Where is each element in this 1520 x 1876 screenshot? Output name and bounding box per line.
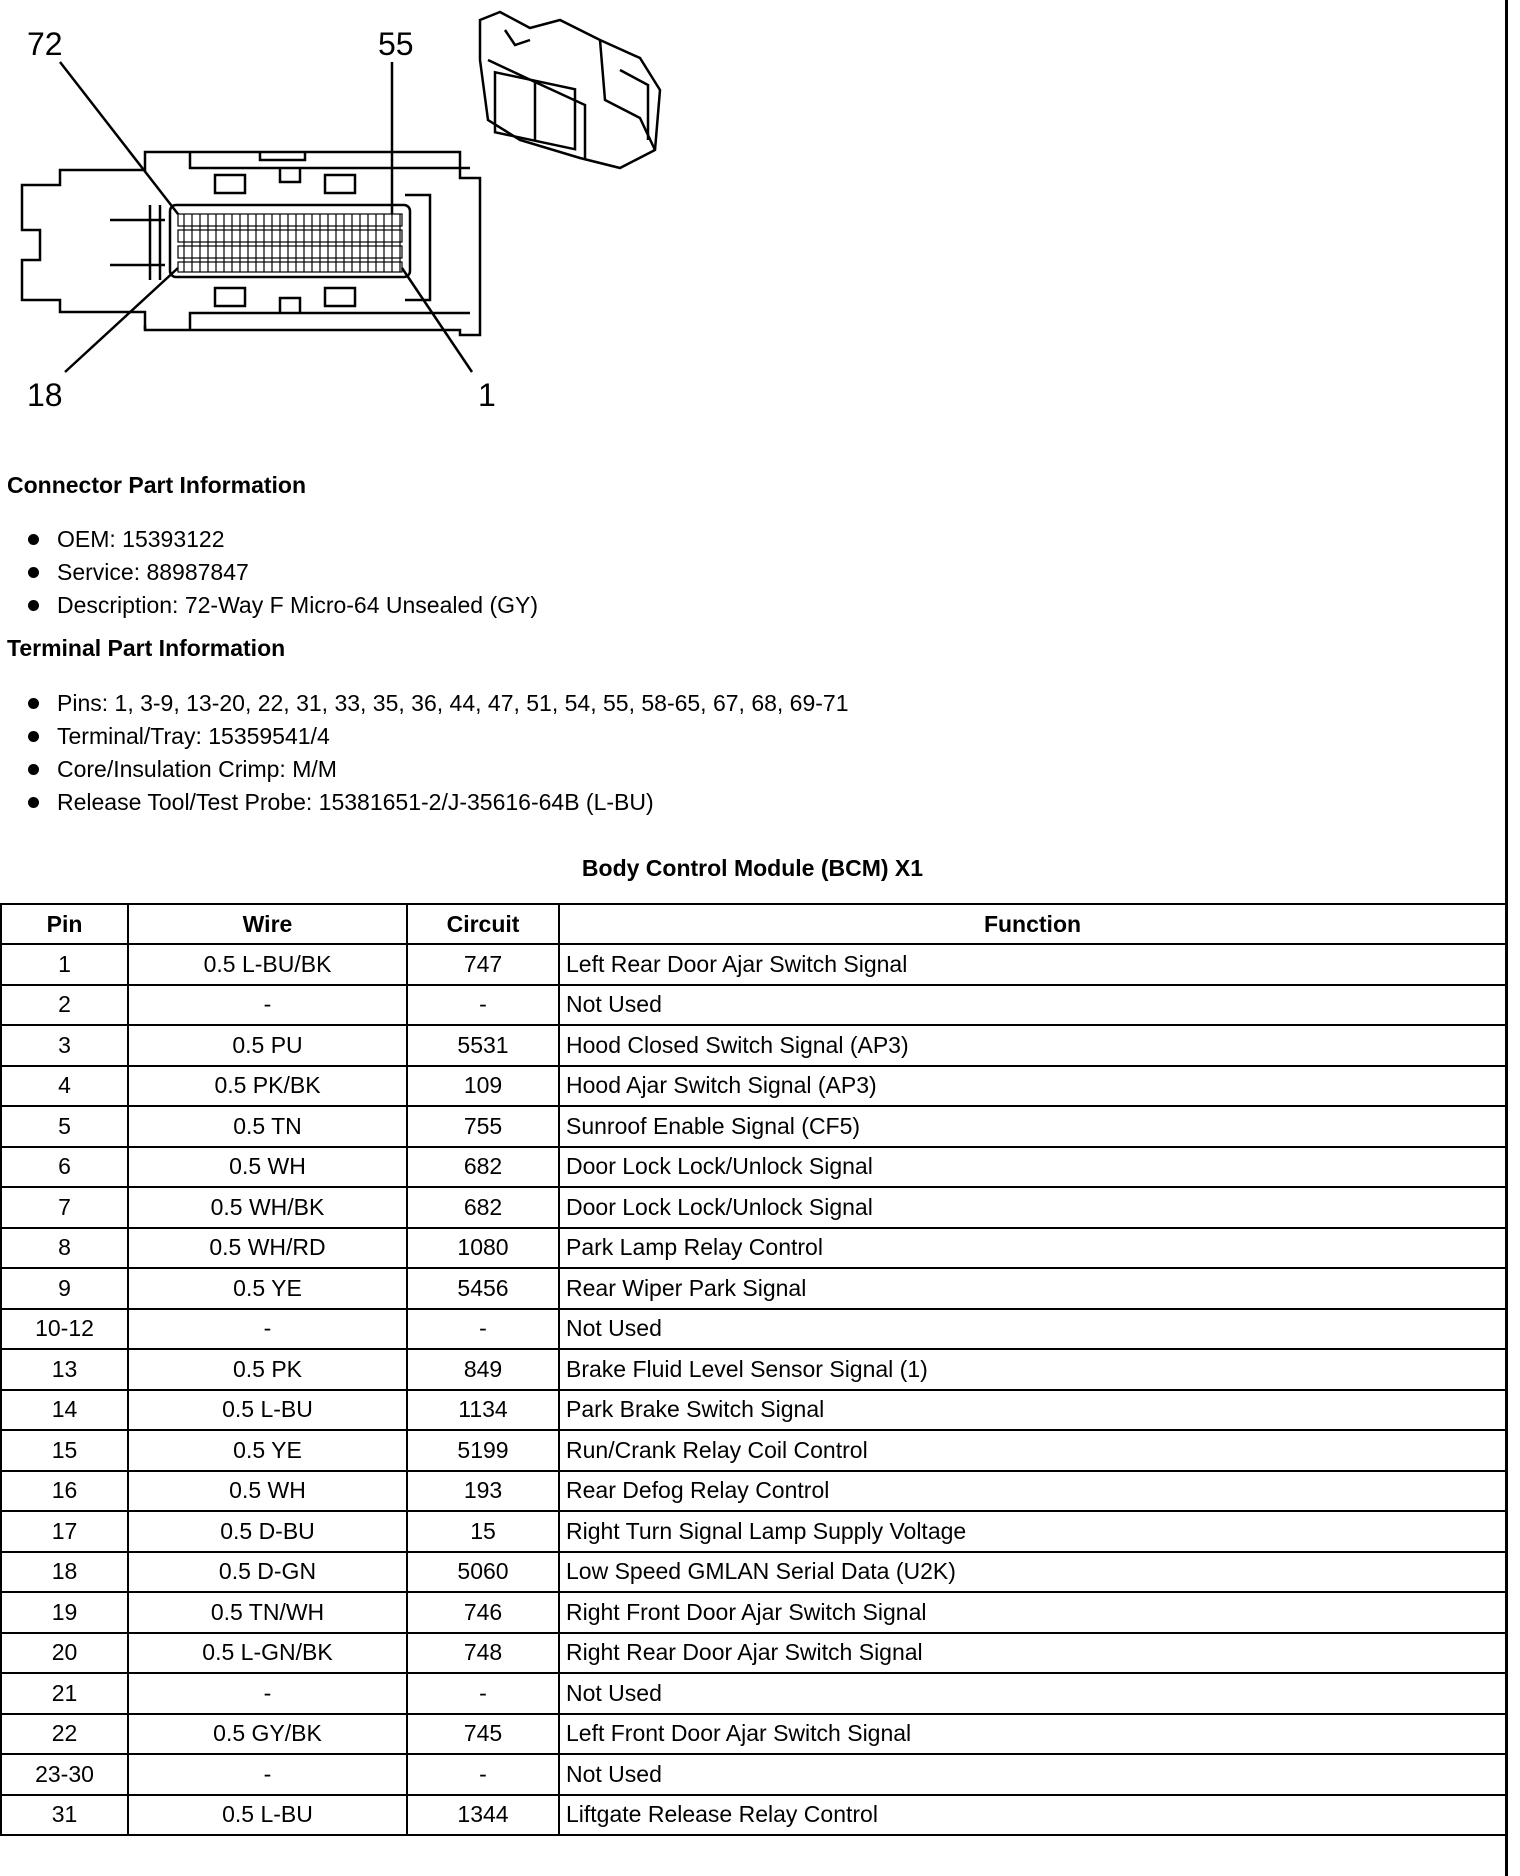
cell-function: Brake Fluid Level Sensor Signal (1) xyxy=(559,1349,1506,1390)
cell-circuit: - xyxy=(407,1673,559,1714)
terminal-info-title: Terminal Part Information xyxy=(7,635,286,661)
cell-function: Rear Wiper Park Signal xyxy=(559,1268,1506,1309)
cell-circuit: 747 xyxy=(407,944,559,985)
cell-wire: 0.5 GY/BK xyxy=(128,1714,407,1755)
table-row xyxy=(1,1066,1506,1107)
cell-pin: 22 xyxy=(1,1714,128,1755)
cell-wire: 0.5 D-BU xyxy=(128,1511,407,1552)
cell-pin: 13 xyxy=(1,1349,128,1390)
cell-circuit: 746 xyxy=(407,1592,559,1633)
table-row xyxy=(1,1268,1506,1309)
cell-function: Not Used xyxy=(559,985,1506,1026)
cell-wire: 0.5 D-GN xyxy=(128,1552,407,1593)
cell-wire: 0.5 PK xyxy=(128,1349,407,1390)
cell-function: Right Turn Signal Lamp Supply Voltage xyxy=(559,1511,1506,1552)
table-row xyxy=(1,1106,1506,1147)
cell-pin: 9 xyxy=(1,1268,128,1309)
cell-pin: 18 xyxy=(1,1552,128,1593)
cell-pin: 20 xyxy=(1,1633,128,1674)
cell-function: Liftgate Release Relay Control xyxy=(559,1795,1506,1836)
list-item: OEM: 15393122 xyxy=(22,523,538,556)
cell-pin: 15 xyxy=(1,1430,128,1471)
table-row xyxy=(1,1795,1506,1836)
cell-function: Sunroof Enable Signal (CF5) xyxy=(559,1106,1506,1147)
cell-function: Right Rear Door Ajar Switch Signal xyxy=(559,1633,1506,1674)
cell-circuit: - xyxy=(407,1309,559,1350)
cell-wire: 0.5 WH xyxy=(128,1147,407,1188)
table-row xyxy=(1,1471,1506,1512)
list-item: Pins: 1, 3-9, 13-20, 22, 31, 33, 35, 36, 44, 47, 51, 54, 55, 58-65, 67, 68, 69-71 xyxy=(22,687,849,720)
cell-circuit: 5531 xyxy=(407,1025,559,1066)
connector-diagram xyxy=(0,0,720,430)
cell-function: Not Used xyxy=(559,1754,1506,1795)
table-row xyxy=(1,1511,1506,1552)
list-item: Terminal/Tray: 15359541/4 xyxy=(22,720,849,753)
terminal-info-list xyxy=(22,687,849,819)
cell-wire: 0.5 PK/BK xyxy=(128,1066,407,1107)
cell-pin: 6 xyxy=(1,1147,128,1188)
column-header-circuit: Circuit xyxy=(407,904,559,944)
table-row xyxy=(1,985,1506,1026)
cell-circuit: 1134 xyxy=(407,1390,559,1431)
cell-pin: 5 xyxy=(1,1106,128,1147)
table-row xyxy=(1,1349,1506,1390)
cell-circuit: 745 xyxy=(407,1714,559,1755)
cell-pin: 2 xyxy=(1,985,128,1026)
cell-wire: - xyxy=(128,1673,407,1714)
table-row xyxy=(1,1187,1506,1228)
cell-circuit: - xyxy=(407,1754,559,1795)
cell-wire: - xyxy=(128,1754,407,1795)
pinout-table xyxy=(0,903,1507,1836)
list-item: Service: 88987847 xyxy=(22,556,538,589)
cell-function: Left Front Door Ajar Switch Signal xyxy=(559,1714,1506,1755)
table-row xyxy=(1,1714,1506,1755)
cell-circuit: 5456 xyxy=(407,1268,559,1309)
cell-function: Low Speed GMLAN Serial Data (U2K) xyxy=(559,1552,1506,1593)
connector-info-list xyxy=(22,523,538,622)
cell-circuit: 5060 xyxy=(407,1552,559,1593)
cell-function: Left Rear Door Ajar Switch Signal xyxy=(559,944,1506,985)
cell-function: Rear Defog Relay Control xyxy=(559,1471,1506,1512)
cell-circuit: 748 xyxy=(407,1633,559,1674)
cell-wire: 0.5 TN/WH xyxy=(128,1592,407,1633)
connector-drawing xyxy=(0,0,720,430)
cell-pin: 4 xyxy=(1,1066,128,1107)
list-item: Release Tool/Test Probe: 15381651-2/J-35616-64B (L-BU) xyxy=(22,786,849,819)
table-row xyxy=(1,1025,1506,1066)
pin-label-55: 55 xyxy=(378,26,414,62)
cell-wire: 0.5 WH/RD xyxy=(128,1228,407,1269)
cell-function: Right Front Door Ajar Switch Signal xyxy=(559,1592,1506,1633)
table-header-row xyxy=(1,904,1506,944)
cell-wire: 0.5 L-BU xyxy=(128,1795,407,1836)
column-header-wire: Wire xyxy=(128,904,407,944)
cell-pin: 17 xyxy=(1,1511,128,1552)
cell-wire: - xyxy=(128,1309,407,1350)
cell-circuit: 1344 xyxy=(407,1795,559,1836)
list-item: Core/Insulation Crimp: M/M xyxy=(22,753,849,786)
table-row xyxy=(1,1228,1506,1269)
cell-function: Hood Ajar Switch Signal (AP3) xyxy=(559,1066,1506,1107)
cell-function: Not Used xyxy=(559,1309,1506,1350)
cell-wire: 0.5 YE xyxy=(128,1430,407,1471)
cell-circuit: 109 xyxy=(407,1066,559,1107)
cell-circuit: - xyxy=(407,985,559,1026)
cell-function: Park Brake Switch Signal xyxy=(559,1390,1506,1431)
cell-function: Run/Crank Relay Coil Control xyxy=(559,1430,1506,1471)
cell-wire: 0.5 WH/BK xyxy=(128,1187,407,1228)
cell-circuit: 1080 xyxy=(407,1228,559,1269)
cell-wire: 0.5 WH xyxy=(128,1471,407,1512)
cell-wire: - xyxy=(128,985,407,1026)
column-header-pin: Pin xyxy=(1,904,128,944)
pin-label-1: 1 xyxy=(478,377,496,413)
cell-wire: 0.5 PU xyxy=(128,1025,407,1066)
cell-wire: 0.5 L-BU/BK xyxy=(128,944,407,985)
cell-function: Door Lock Lock/Unlock Signal xyxy=(559,1147,1506,1188)
table-row xyxy=(1,944,1506,985)
cell-circuit: 755 xyxy=(407,1106,559,1147)
cell-circuit: 193 xyxy=(407,1471,559,1512)
table-row xyxy=(1,1552,1506,1593)
cell-function: Door Lock Lock/Unlock Signal xyxy=(559,1187,1506,1228)
table-row xyxy=(1,1390,1506,1431)
table-row xyxy=(1,1592,1506,1633)
cell-pin: 3 xyxy=(1,1025,128,1066)
table-row xyxy=(1,1430,1506,1471)
table-row xyxy=(1,1309,1506,1350)
cell-wire: 0.5 L-BU xyxy=(128,1390,407,1431)
cell-wire: 0.5 YE xyxy=(128,1268,407,1309)
cell-circuit: 682 xyxy=(407,1147,559,1188)
table-body xyxy=(1,944,1506,1835)
table-row xyxy=(1,1147,1506,1188)
cell-pin: 8 xyxy=(1,1228,128,1269)
cell-circuit: 849 xyxy=(407,1349,559,1390)
cell-pin: 7 xyxy=(1,1187,128,1228)
cell-pin: 10-12 xyxy=(1,1309,128,1350)
column-header-function: Function xyxy=(559,904,1506,944)
cell-circuit: 682 xyxy=(407,1187,559,1228)
cell-pin: 21 xyxy=(1,1673,128,1714)
cell-function: Hood Closed Switch Signal (AP3) xyxy=(559,1025,1506,1066)
cell-pin: 16 xyxy=(1,1471,128,1512)
cell-pin: 19 xyxy=(1,1592,128,1633)
cell-function: Not Used xyxy=(559,1673,1506,1714)
connector-info-title: Connector Part Information xyxy=(7,472,307,498)
list-item: Description: 72-Way F Micro-64 Unsealed (GY) xyxy=(22,589,538,622)
connector-thumbnail xyxy=(480,12,660,168)
cell-function: Park Lamp Relay Control xyxy=(559,1228,1506,1269)
pin-label-72: 72 xyxy=(27,26,63,62)
cell-wire: 0.5 L-GN/BK xyxy=(128,1633,407,1674)
cell-pin: 1 xyxy=(1,944,128,985)
cell-wire: 0.5 TN xyxy=(128,1106,407,1147)
table-row xyxy=(1,1633,1506,1674)
cell-circuit: 5199 xyxy=(407,1430,559,1471)
cell-circuit: 15 xyxy=(407,1511,559,1552)
table-row xyxy=(1,1754,1506,1795)
cell-pin: 31 xyxy=(1,1795,128,1836)
table-row xyxy=(1,1673,1506,1714)
table-caption: Body Control Module (BCM) X1 xyxy=(581,855,924,881)
cell-pin: 23-30 xyxy=(1,1754,128,1795)
cell-pin: 14 xyxy=(1,1390,128,1431)
pin-label-18: 18 xyxy=(27,377,63,413)
pin-cavities xyxy=(178,214,402,272)
